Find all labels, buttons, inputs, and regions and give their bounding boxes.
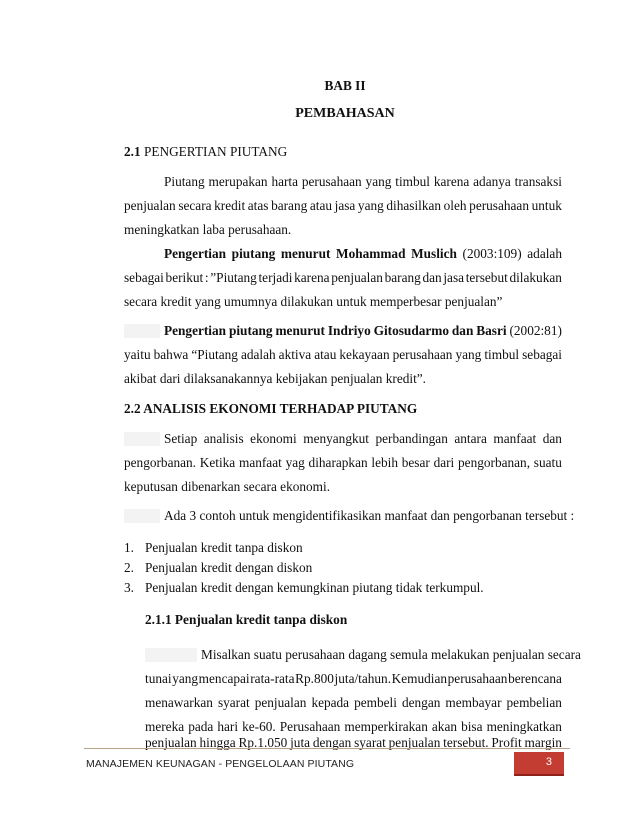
- word: “Piutang: [191, 347, 238, 362]
- paragraph-line: [124, 270, 562, 286]
- footer-title: MANAJEMEN KEUNAGAN - PENGELOLAAN PIUTANG: [86, 758, 355, 770]
- word: penjualan: [388, 735, 441, 750]
- word: harta: [271, 174, 299, 189]
- indent-highlight: [124, 432, 160, 446]
- word: pada: [188, 719, 214, 734]
- word: sebagai: [124, 270, 164, 285]
- word: sebagai: [522, 347, 562, 362]
- section-title: PENGERTIAN PIUTANG: [143, 144, 288, 159]
- word: :: [204, 270, 209, 285]
- word: piutang: [228, 323, 273, 338]
- word: besar: [401, 455, 430, 470]
- word: Muslich: [411, 246, 457, 261]
- word: akan: [431, 719, 458, 734]
- word: Ketika: [199, 455, 236, 470]
- paragraph-line: [164, 174, 562, 190]
- section-heading-2-2: 2.2 ANALISIS EKONOMI TERHADAP PIUTANG: [124, 401, 418, 416]
- indent-highlight: [124, 324, 160, 338]
- list-number: 2.: [124, 560, 134, 575]
- page-number-badge: [514, 752, 564, 776]
- word: tunai: [145, 671, 172, 686]
- word: perusahaan: [469, 198, 529, 213]
- word: adalah: [527, 246, 562, 261]
- list-item: [124, 560, 313, 576]
- paragraph-line: [164, 323, 562, 339]
- word: menawarkan: [145, 695, 213, 710]
- word: tersebut.: [443, 735, 489, 750]
- word: yang: [172, 671, 199, 686]
- paragraph-line: [145, 671, 562, 687]
- chapter-heading: BAB II: [324, 78, 366, 93]
- word: suatu: [533, 455, 562, 470]
- word: terjadi: [258, 270, 293, 285]
- word: syarat: [217, 695, 250, 710]
- word: yag: [285, 455, 305, 470]
- word: bahwa: [153, 347, 189, 362]
- word: meningkatkan: [486, 719, 562, 734]
- indent-highlight: [124, 509, 160, 523]
- word: juta: [290, 735, 311, 750]
- section-number: 2.1: [124, 144, 141, 159]
- word: dengan: [312, 735, 352, 750]
- word: tersebut: [465, 270, 508, 285]
- word: dengan: [401, 695, 441, 710]
- word: Gitosudarmo: [373, 323, 449, 338]
- word: jasa: [334, 198, 356, 213]
- word: Pengertian: [164, 246, 227, 261]
- word: barang: [271, 198, 308, 213]
- word: ke-60.: [242, 719, 276, 734]
- word: Rp.1.050: [238, 735, 288, 750]
- citation: (2003:109): [462, 246, 522, 261]
- word: Piutang: [164, 174, 205, 189]
- word: piutang: [231, 246, 276, 261]
- word: penjualan: [254, 695, 307, 710]
- word: dan: [542, 431, 562, 446]
- list-text: Penjualan kredit tanpa diskon: [145, 540, 303, 555]
- word: memperkirakan: [344, 719, 428, 734]
- word: mencapai: [198, 671, 250, 686]
- word: dari: [433, 455, 455, 470]
- word: Rp.800: [295, 671, 334, 686]
- word: dilakukan: [509, 270, 562, 285]
- word: lebih: [371, 455, 398, 470]
- word: manfaat: [493, 431, 537, 446]
- chapter-title: PEMBAHASAN: [295, 106, 395, 121]
- word: Kemudian: [391, 671, 448, 686]
- page-number: 3: [545, 756, 552, 768]
- paragraph-line: Ada 3 contoh untuk mengidentifikasikan manfaat dan pengorbanan tersebut :: [164, 508, 575, 523]
- word: juta/tahun.: [334, 671, 392, 686]
- word: bisa: [461, 719, 483, 734]
- word: mereka: [145, 719, 185, 734]
- paragraph-line: [124, 455, 562, 471]
- list-text: Penjualan kredit dengan diskon: [145, 560, 313, 575]
- indent-highlight: [145, 648, 197, 662]
- word: Pengertian: [164, 323, 227, 338]
- paragraph-line: keputusan dibenarkan secara ekonomi.: [124, 479, 331, 494]
- paragraph-line: [145, 719, 562, 735]
- list-number: 1.: [124, 540, 134, 555]
- word: adanya: [473, 174, 511, 189]
- word: yang: [365, 174, 392, 189]
- word: hari: [217, 719, 239, 734]
- word: Basri: [476, 323, 507, 338]
- word: kekayaan: [339, 347, 390, 362]
- section-heading-2-1: [124, 144, 287, 160]
- word: ”Piutang: [210, 270, 257, 285]
- word: perusahaan: [392, 347, 453, 362]
- word: menurut: [275, 323, 325, 338]
- list-item: [124, 580, 484, 596]
- word: dan: [422, 270, 442, 285]
- word: penjualan: [124, 198, 176, 213]
- word: karena: [433, 174, 470, 189]
- word: analisis: [203, 431, 244, 446]
- word: Mohammad: [336, 246, 406, 261]
- word: atas: [247, 198, 269, 213]
- word: membayar: [445, 695, 502, 710]
- word: oleh: [443, 198, 467, 213]
- paragraph-line: [164, 246, 562, 262]
- word: aktiva: [278, 347, 312, 362]
- word: timbul: [395, 174, 430, 189]
- word: untuk: [531, 198, 562, 213]
- word: manfaat: [238, 455, 282, 470]
- subsection-heading: 2.1.1 Penjualan kredit tanpa diskon: [145, 612, 348, 627]
- word: perusahaan: [447, 671, 508, 686]
- word: dihasilkan: [386, 198, 442, 213]
- word: dan: [451, 323, 474, 338]
- paragraph-line: [124, 198, 562, 214]
- word: Setiap: [164, 431, 198, 446]
- paragraph-line: Misalkan suatu perusahaan dagang semula melakukan penjualan secara: [201, 647, 581, 662]
- paragraph-line: [164, 431, 562, 447]
- word: atau: [314, 347, 337, 362]
- paragraph-line: [145, 695, 562, 711]
- word: transaksi: [514, 174, 562, 189]
- word: rata-rata: [250, 671, 295, 686]
- word: pembeli: [354, 695, 397, 710]
- word: perbandingan: [375, 431, 448, 446]
- word: adalah: [240, 347, 276, 362]
- word: ekonomi: [250, 431, 297, 446]
- footer-divider: [84, 748, 570, 749]
- word: yang: [455, 347, 482, 362]
- word: pengorbanan.: [124, 455, 196, 470]
- word: pembelian: [506, 695, 562, 710]
- word: yaitu: [124, 347, 151, 362]
- paragraph-line: [124, 347, 562, 363]
- list-item: [124, 540, 303, 556]
- word: pengorbanan,: [458, 455, 531, 470]
- word: Perusahaan: [279, 719, 341, 734]
- word: jasa: [443, 270, 465, 285]
- word: yang: [357, 198, 384, 213]
- list-text: Penjualan kredit dengan kemungkinan piutang tidak terkumpul.: [145, 580, 484, 595]
- word: merupakan: [208, 174, 268, 189]
- word: perusahaan: [301, 174, 362, 189]
- paragraph-line: meningkatkan laba perusahaan.: [124, 222, 292, 237]
- word: menurut: [280, 246, 331, 261]
- paragraph-line: secara kredit yang umumnya dilakukan untuk memperbesar penjualan”: [124, 294, 503, 309]
- word: Indriyo: [327, 323, 371, 338]
- word: barang: [384, 270, 421, 285]
- paragraph-line: akibat dari dilaksanakannya kebijakan penjualan kredit”.: [124, 371, 427, 386]
- word: secara: [178, 198, 212, 213]
- word: atau: [309, 198, 333, 213]
- word: berikut: [165, 270, 204, 285]
- list-number: 3.: [124, 580, 134, 595]
- word: menyangkut: [303, 431, 369, 446]
- citation: (2002:81): [509, 323, 562, 338]
- word: penjualan: [331, 270, 383, 285]
- word: penjualan: [145, 735, 197, 750]
- word: antara: [454, 431, 487, 446]
- word: kepada: [311, 695, 350, 710]
- word: timbul: [484, 347, 520, 362]
- word: kredit: [214, 198, 246, 213]
- word: margin: [524, 735, 562, 750]
- word: Profit: [491, 735, 522, 750]
- word: diharapkan: [308, 455, 368, 470]
- word: berencana: [508, 671, 562, 686]
- word: karena: [294, 270, 330, 285]
- word: syarat: [354, 735, 386, 750]
- word: hingga: [199, 735, 236, 750]
